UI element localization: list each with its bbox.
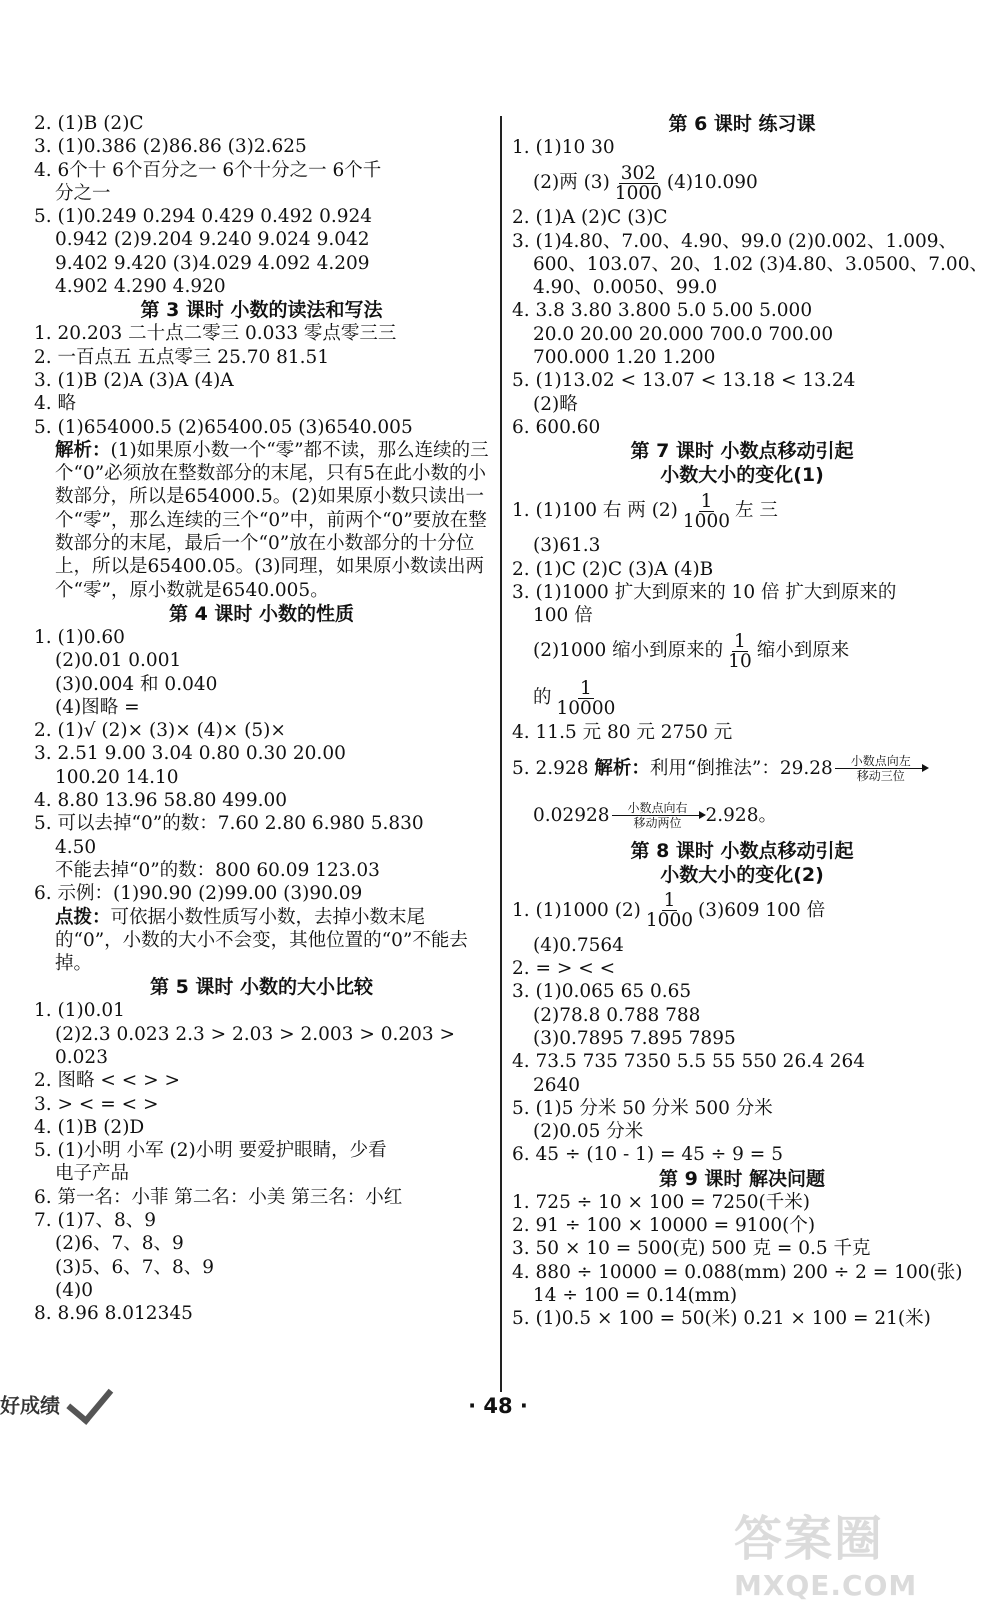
answer-line: 2. (1)A (2)C (3)C <box>512 207 668 229</box>
fraction <box>681 492 732 531</box>
answer-line: 3. (1)0.065 65 0.65 <box>512 981 692 1003</box>
answer-line: 7. (1)7、8、9 <box>34 1210 157 1232</box>
answer-line: 4. (1)B (2)D <box>34 1116 145 1138</box>
text-segment: 利用“倒推法”：29.28 <box>649 757 833 779</box>
watermark-url: MXQE.COM <box>734 1569 918 1602</box>
answer-line: 2. (1)√ (2)× (3)× (4)× (5)× <box>34 720 286 742</box>
fraction-numerator: 1 <box>700 490 713 512</box>
answer-line: (4)0 <box>55 1279 93 1301</box>
section-heading-lesson-3: 第 3 课时 小数的读法和写法 <box>140 299 383 322</box>
answer-line: (2)0.01 0.001 <box>55 650 182 672</box>
answer-line: (3)0.7895 7.895 7895 <box>533 1027 736 1049</box>
answer-line: (4)0.7564 <box>533 934 624 956</box>
answer-line: 分之一 <box>55 182 111 204</box>
arrow-label-bottom: 移动三位 <box>856 769 905 784</box>
answer-line: 6. 600.60 <box>512 416 601 438</box>
answer-line-fraction <box>512 627 972 674</box>
answer-line: 6. 第一名：小菲 第二名：小美 第三名：小红 <box>34 1186 403 1208</box>
fraction-numerator: 1 <box>734 630 746 652</box>
text-segment: 的 <box>533 687 552 709</box>
answer-line: (2)6、7、8、9 <box>55 1233 184 1255</box>
answer-line: 2. (1)C (2)C (3)A (4)B <box>512 558 714 580</box>
answer-line: 6. 45 ÷ (10 - 1) = 45 ÷ 9 = 5 <box>512 1144 783 1166</box>
analysis-label: 解析： <box>594 757 650 779</box>
watermark-text: 答案圈 <box>734 1511 885 1567</box>
answer-line: 3. (1)0.386 (2)86.86 (3)2.625 <box>34 136 307 158</box>
fraction-numerator: 302 <box>620 162 656 184</box>
answer-line: 3. (1)4.80、7.00、4.90、99.0 (2)0.002、1.009、 <box>512 230 958 252</box>
answer-line: 3. > < = < > <box>34 1093 159 1115</box>
fraction-denominator: 1000 <box>645 910 693 932</box>
analysis-note <box>34 439 489 602</box>
answer-line: 5. (1)13.02 < 13.07 < 13.18 < 13.24 <box>512 370 856 392</box>
answer-line: 100 倍 <box>533 605 593 627</box>
answer-line: 4. 73.5 735 7350 5.5 55 550 26.4 264 <box>512 1051 866 1073</box>
page-number: · 48 · <box>468 1394 528 1418</box>
fraction <box>555 679 618 718</box>
answer-line: 700.000 1.20 1.200 <box>533 347 716 369</box>
right-arrow-icon <box>612 801 704 830</box>
text-segment: 左 三 <box>735 500 778 522</box>
answer-line: (2)略 <box>533 393 578 415</box>
answer-line-fraction <box>512 674 972 721</box>
answer-line: (3)5、6、7、8、9 <box>55 1256 215 1278</box>
answer-line: 2. (1)B (2)C <box>34 113 144 134</box>
answer-line: 2. 图略 < < > > <box>34 1070 181 1092</box>
answer-line: (3)61.3 <box>533 535 601 557</box>
answer-line: 5. (1)654000.5 (2)65400.05 (3)6540.005 <box>34 416 413 438</box>
answer-line: 3. 2.51 9.00 3.04 0.80 0.30 20.00 <box>34 743 346 765</box>
arrow-label-top: 小数点向左 <box>850 754 911 769</box>
text-segment: (2)1000 缩小到原来的 <box>533 640 724 662</box>
answer-line: 4.50 <box>55 836 97 858</box>
answer-line: 1. 20.203 二十点二零三 0.033 零点零三三 <box>34 323 397 345</box>
answer-line: (4)图略 = <box>55 696 140 718</box>
answer-line: 2640 <box>533 1074 581 1096</box>
answer-line: 100.20 14.10 <box>55 766 179 788</box>
answer-line: 1. (1)0.01 <box>34 1000 125 1022</box>
answer-line: 不能去掉“0”的数：800 60.09 123.03 <box>55 859 380 881</box>
answer-line: 3. (1)1000 扩大到原来的 10 倍 扩大到原来的 <box>512 581 897 603</box>
section-heading-lesson-5: 第 5 课时 小数的大小比较 <box>149 976 374 999</box>
fraction-denominator: 10 <box>728 650 752 672</box>
text-segment: (3)609 100 倍 <box>698 899 826 921</box>
answer-line: 4. 8.80 13.96 58.80 499.00 <box>34 790 288 812</box>
answer-line: 4. 880 ÷ 10000 = 0.088(mm) 200 ÷ 2 = 100(张) <box>512 1261 963 1283</box>
answer-line: (2)78.8 0.788 788 <box>533 1004 701 1026</box>
text-segment: 2.928。 <box>705 804 777 826</box>
answer-line: 9.402 9.420 (3)4.029 4.092 4.209 <box>55 252 370 274</box>
text-segment: 0.02928 <box>533 804 610 826</box>
answer-line: 6. 示例：(1)90.90 (2)99.00 (3)90.09 <box>34 883 363 905</box>
fraction <box>644 891 695 930</box>
tip-label: 点拨： <box>55 906 111 928</box>
fraction-numerator: 1 <box>580 677 592 699</box>
answer-line-arrow <box>512 792 972 839</box>
text-segment: 5. 2.928 <box>512 757 589 779</box>
fraction-denominator: 10000 <box>556 697 616 719</box>
answer-line: 1. (1)10 30 <box>512 137 615 158</box>
section-heading-lesson-8-line-2: 小数大小的变化(2) <box>660 863 824 886</box>
text-segment: 1. (1)100 右 两 (2) <box>512 500 678 522</box>
answer-line: 5. (1)5 分米 50 分米 500 分米 <box>512 1097 773 1119</box>
answer-line: (2)0.05 分米 <box>533 1121 644 1143</box>
text-segment: (2)两 (3) <box>533 172 610 194</box>
tip-note <box>34 906 489 976</box>
answer-line: (3)0.004 和 0.040 <box>55 673 218 695</box>
answer-line: 1. 725 ÷ 10 × 100 = 7250(千米) <box>512 1191 810 1213</box>
section-heading-lesson-7-line-2: 小数大小的变化(1) <box>660 464 824 487</box>
answer-line-arrow <box>512 745 972 792</box>
answer-line: 0.942 (2)9.204 9.240 9.024 9.042 <box>55 229 370 251</box>
section-heading-lesson-7-line-1: 第 7 课时 小数点移动引起 <box>630 440 854 463</box>
answer-line: 4. 略 <box>34 393 77 415</box>
answer-line: 2. 91 ÷ 100 × 10000 = 9100(个) <box>512 1215 816 1237</box>
answer-line: 2. 一百点五 五点零三 25.70 81.51 <box>34 346 330 368</box>
brand-text: 好成绩 <box>0 1393 60 1418</box>
answer-line: 600、103.07、20、1.02 (3)4.80、3.0500、7.00、 <box>533 253 988 275</box>
arrow-label-top: 小数点向右 <box>627 801 688 816</box>
fraction-denominator: 1000 <box>682 510 730 532</box>
analysis-label: 解析： <box>55 439 111 461</box>
answer-line: 4. 11.5 元 80 元 2750 元 <box>512 722 733 744</box>
answer-line: 4. 6个十 6个百分之一 6个十分之一 6个千 <box>34 159 382 181</box>
answer-line: 4. 3.8 3.80 3.800 5.0 5.00 5.000 <box>512 300 813 322</box>
right-column <box>512 112 988 1331</box>
section-heading-lesson-4: 第 4 课时 小数的性质 <box>168 602 355 625</box>
answer-line: 5. (1)0.5 × 100 = 50(米) 0.21 × 100 = 21(米) <box>512 1308 931 1330</box>
text-segment: 1. (1)1000 (2) <box>512 899 641 921</box>
answer-line: 5. (1)小明 小军 (2)小明 要爱护眼睛，少看 <box>34 1140 387 1162</box>
answer-line: 2. = > < < <box>512 958 616 980</box>
arrow-label-bottom: 移动两位 <box>633 816 682 831</box>
text-segment: 缩小到原来 <box>756 640 850 662</box>
fraction-denominator: 1000 <box>614 182 662 204</box>
answer-line: 3. 50 × 10 = 500(克) 500 克 = 0.5 千克 <box>512 1238 871 1260</box>
section-heading-lesson-6: 第 6 课时 练习课 <box>668 113 816 135</box>
tip-text: 可依据小数性质写小数，去掉小数末尾的“0”，小数的大小不会变，其他位置的“0”不能去掉。 <box>55 906 468 975</box>
section-heading-lesson-9: 第 9 课时 解决问题 <box>658 1167 826 1190</box>
analysis-text: (1)如果原小数一个“零”都不读，那么连续的三个“0”必须放在整数部分的末尾，只有5在此小数的小数部分，所以是654000.5。(2)如果原小数只读出一个“零”，那么连续的三个“0”中，前两个“0”要放在整数部分的末尾，最后一个“0”放在小数部分的十分位上，所以是65400.05。(3)同理，如果原小数读出两个“零”，原小数就是6540.005。 <box>55 439 489 601</box>
left-column <box>34 112 489 1326</box>
answer-line: 4.90、0.0050、99.0 <box>533 277 718 299</box>
section-heading-lesson-8-line-1: 第 8 课时 小数点移动引起 <box>630 839 854 862</box>
answer-line: 20.0 20.00 20.000 700.0 700.00 <box>533 323 834 345</box>
right-arrow-icon <box>835 754 927 783</box>
answer-line: 4.902 4.290 4.920 <box>55 276 226 298</box>
fraction <box>726 632 754 671</box>
column-divider <box>500 116 502 1392</box>
answer-line-fraction <box>512 887 972 934</box>
answer-line: 1. (1)0.60 <box>34 626 125 648</box>
answer-line: 8. 8.96 8.012345 <box>34 1303 193 1325</box>
text-segment: (4)10.090 <box>666 172 758 194</box>
answer-line-fraction <box>512 159 972 206</box>
answer-line: 电子产品 <box>55 1163 130 1185</box>
answer-line: 0.023 <box>55 1046 108 1068</box>
fraction-numerator: 1 <box>663 890 676 912</box>
fraction <box>613 164 664 203</box>
answer-line: 14 ÷ 100 = 0.14(mm) <box>533 1284 738 1306</box>
answer-line: 5. (1)0.249 0.294 0.429 0.492 0.924 <box>34 206 373 228</box>
answer-line: 3. (1)B (2)A (3)A (4)A <box>34 369 234 391</box>
answer-line: 5. 可以去掉“0”的数：7.60 2.80 6.980 5.830 <box>34 813 424 835</box>
watermark <box>734 1500 984 1602</box>
answer-line: (2)2.3 0.023 2.3 > 2.03 > 2.003 > 0.203 > <box>55 1023 456 1045</box>
answer-line-fraction <box>512 487 972 534</box>
